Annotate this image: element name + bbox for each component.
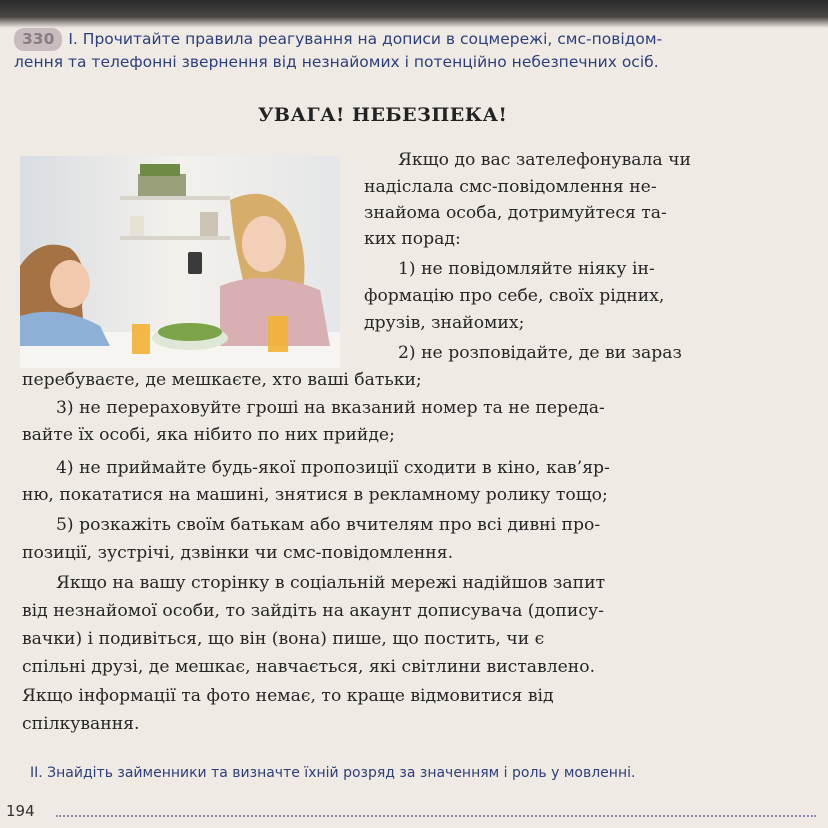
- text-line: 3) не перераховуйте гроші на вказаний номер та не переда-: [56, 398, 605, 418]
- top-shadow: [0, 0, 828, 28]
- text-line: перебуваєте, де мешкаєте, хто ваші батьки;: [22, 370, 422, 390]
- text-line: друзів, знайомих;: [364, 313, 525, 333]
- text-line: 4) не приймайте будь-якої пропозиції сходити в кіно, кав’яр-: [56, 458, 610, 478]
- text-line: ню, покататися на машині, знятися в рекламному ролику тощо;: [22, 485, 608, 505]
- text-line: Якщо до вас зателефонувала чи: [398, 150, 691, 170]
- text-line: Якщо на вашу сторінку в соціальній мережі надійшов запит: [56, 573, 606, 593]
- dotted-divider: [56, 815, 816, 819]
- text-line: надіслала смс-повідомлення не-: [364, 177, 657, 197]
- text-line: спільні друзі, де мешкає, навчається, які світлини виставлено.: [22, 657, 596, 677]
- text-line: формацію про себе, своїх рідних,: [364, 286, 665, 306]
- task-2: II. Знайдіть займенники та визначте їхній розряд за значенням і роль у мовленні.: [30, 765, 636, 781]
- mother-daughter-phone-illustration: [20, 156, 340, 368]
- text-line: від незнайомої особи, то зайдіть на акаунт дописувача (допису-: [22, 601, 604, 621]
- text-line: ких порад:: [364, 229, 461, 249]
- text-line: 5) розкажіть своїм батькам або вчителям про всі дивні про-: [56, 515, 601, 535]
- text-line: Якщо інформації та фото немає, то краще відмовитися від: [22, 686, 554, 706]
- task-1-text-line-2: лення та телефонні звернення від незнайомих і потенційно небезпечних осіб.: [14, 53, 659, 71]
- text-line: 1) не повідомляйте ніяку ін-: [398, 259, 655, 279]
- warning-title: УВАГА! НЕБЕЗПЕКА!: [258, 104, 508, 126]
- text-line: вайте їх особі, яка нібито по них прийде;: [22, 425, 395, 445]
- illustration-photo: [20, 156, 340, 368]
- text-line: спілкування.: [22, 714, 140, 734]
- text-line: 2) не розповідайте, де ви зараз: [398, 343, 682, 363]
- task-1-text-line-1: I. Прочитайте правила реагування на дописи в соцмережі, смс-повідом-: [68, 30, 663, 48]
- page-number: 194: [6, 802, 35, 820]
- text-line: позиції, зустрічі, дзвінки чи смс-повідомлення.: [22, 543, 454, 563]
- task-1-line-1: [14, 28, 814, 51]
- task-1: [14, 28, 814, 74]
- task-number-badge: 330: [14, 28, 62, 51]
- text-line: вачки) і подивіться, що він (вона) пише, що постить, чи є: [22, 629, 545, 649]
- text-line: знайома особа, дотримуйтеся та-: [364, 203, 667, 223]
